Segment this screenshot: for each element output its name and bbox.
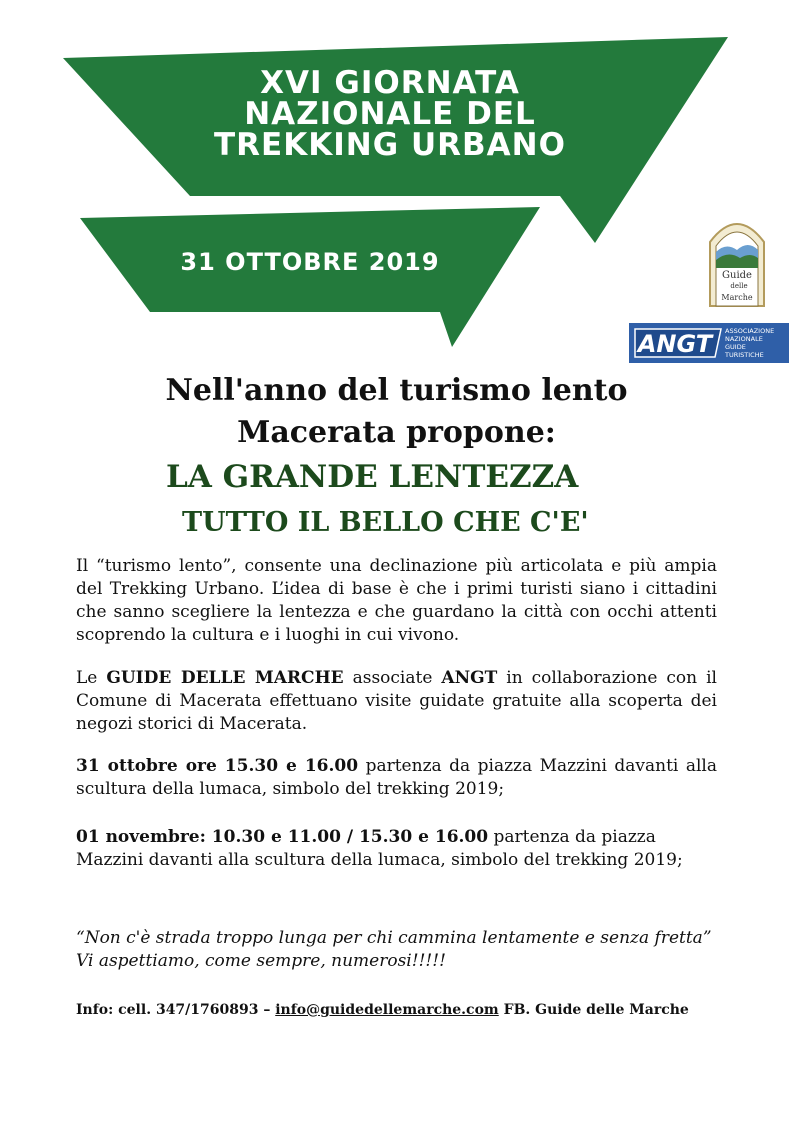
banner-title-line-1: XVI GIORNATA — [260, 65, 520, 101]
schedule-november-time: 01 novembre: 10.30 e 11.00 / 15.30 e 16.00 — [76, 827, 489, 847]
headline-main — [0, 370, 793, 454]
headline-event-title: LA GRANDE LENTEZZA — [166, 459, 579, 495]
banner-date: 31 OTTOBRE 2019 — [180, 248, 440, 276]
headline-event-subtitle: TUTTO IL BELLO CHE C'E' — [182, 507, 589, 538]
svg-text:Marche: Marche — [721, 293, 753, 302]
contact-info: Info: cell. 347/1760893 – info@guidedellemarche.com FB. Guide delle Marche — [76, 1002, 689, 1018]
guide-delle-marche-logo — [706, 212, 768, 308]
schedule-october-time: 31 ottobre ore 15.30 e 16.00 — [76, 756, 359, 776]
banner-title-line-3: TREKKING URBANO — [214, 127, 566, 163]
banner-title-line-2: NAZIONALE DEL — [244, 96, 536, 132]
banner-title — [150, 65, 630, 163]
schedule-october: 31 ottobre ore 15.30 e 16.00 partenza da piazza Mazzini davanti alla scultura della lumaca, simbolo del trekking 2019; — [76, 756, 717, 799]
closing-quote: “Non c'è strada troppo lunga per chi cammina lentamente e senza fretta” Vi aspettiamo, come sempre, numerosi!!!!! — [76, 928, 712, 971]
svg-text:TURISTICHE: TURISTICHE — [725, 351, 764, 359]
angt-logo — [629, 323, 789, 363]
svg-text:GUIDE: GUIDE — [725, 343, 746, 351]
angt-name: ANGT — [441, 668, 498, 688]
email-link[interactable]: info@guidedellemarche.com — [275, 1002, 499, 1018]
svg-text:NAZIONALE: NAZIONALE — [725, 335, 763, 343]
svg-text:ASSOCIAZIONE: ASSOCIAZIONE — [725, 327, 775, 335]
guides-paragraph: Le GUIDE DELLE MARCHE associate ANGT in collaborazione con il Comune di Macerata effettuano visite guidate gratuite alla scoperta dei negozi storici di Macerata. — [76, 668, 717, 734]
headline-line-1: Nell'anno del turismo lento — [165, 373, 628, 408]
svg-text:delle: delle — [730, 282, 748, 290]
svg-text:ANGT: ANGT — [637, 330, 713, 358]
guides-name: GUIDE DELLE MARCHE — [106, 668, 344, 688]
svg-text:Guide: Guide — [722, 270, 752, 281]
banner-date-shape — [80, 207, 540, 347]
intro-paragraph: Il “turismo lento”, consente una declinazione più articolata e più ampia del Trekking Urbano. L’idea di base è che i primi turisti siano i cittadini che sanno scegliere la lentezza e che guardano la città con occhi attenti scoprendo la cultura e i luoghi in cui vivono. — [76, 556, 717, 645]
banner-graphic — [0, 0, 793, 360]
schedule-november: 01 novembre: 10.30 e 11.00 / 15.30 e 16.00 partenza da piazza Mazzini davanti alla scultura della lumaca, simbolo del trekking 2019; — [76, 827, 683, 870]
headline-line-2: Macerata propone: — [237, 415, 556, 450]
